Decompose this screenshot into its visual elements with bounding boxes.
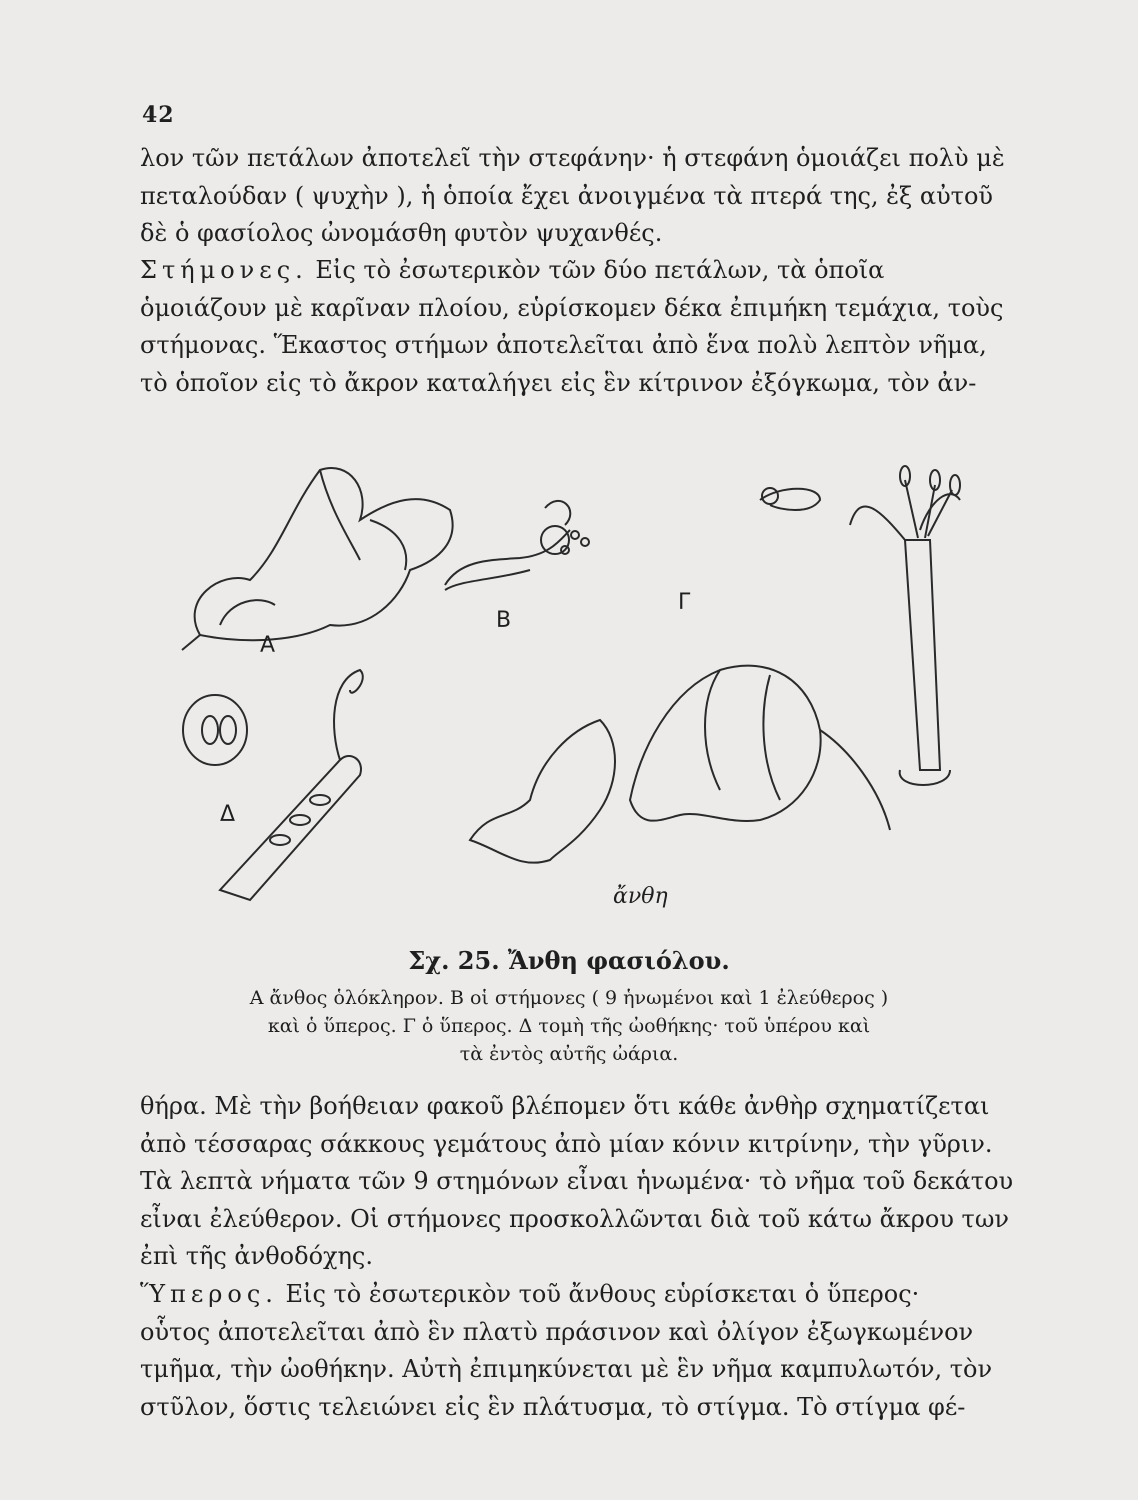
text-line: Τὰ λεπτὰ νήματα τῶν 9 στημόνων εἶναι ἡνωμένα· τὸ νῆμα τοῦ δεκάτου — [140, 1167, 1014, 1195]
paragraph-pistil — [140, 1276, 993, 1426]
ovary-section-d-drawing — [183, 670, 363, 900]
handwritten-note: ἄνθη — [613, 884, 668, 909]
text-line: οὗτος ἀποτελεῖται ἀπὸ ἓν πλατὺ πράσινον καὶ ὀλίγον ἐξωγκωμένον — [140, 1317, 974, 1346]
figure-label-d: Δ — [220, 802, 236, 827]
figure-caption-title: Σχ. 25. Ἄνθη φασιόλου. — [408, 946, 730, 975]
pistil-g-drawing — [760, 488, 820, 510]
text-line: δὲ ὁ φασίολος ὠνομάσθη φυτὸν ψυχανθές. — [140, 219, 663, 247]
text-line: λον τῶν πετάλων ἀποτελεῖ τὴν στεφάνην· ἡ στεφάνη ὁμοιάζει πολὺ μὲ — [140, 144, 1005, 172]
page-number: 42 — [142, 102, 175, 128]
bean-flower-illustration — [160, 430, 990, 940]
text-line: εἶναι ἐλεύθερον. Οἱ στήμονες προσκολλῶνται διὰ τοῦ κάτω ἄκρου των — [140, 1204, 1009, 1233]
figure-label-b: Β — [496, 608, 512, 633]
paragraph-top — [140, 140, 1005, 253]
text-line: ἀπὸ τέσσαρας σάκκους γεμάτους ἀπὸ μίαν κόνιν κιτρίνην, τὴν γῦριν. — [140, 1129, 993, 1158]
text-line: πεταλούδαν ( ψυχὴν ), ἡ ὁποία ἔχει ἀνοιγμένα τὰ πτερά της, ἐξ αὐτοῦ — [140, 181, 993, 210]
paragraph-anther — [140, 1088, 1014, 1276]
text-line: στήμονας. Ἕκαστος στήμων ἀποτελεῖται ἀπὸ ἕνα πολὺ λεπτὸν νῆμα, — [140, 331, 987, 359]
figure-caption-line: Α ἄνθος ὁλόκληρον. Β οἱ στήμονες ( 9 ἡνωμένοι καὶ 1 ἐλεύθερος ) — [249, 987, 889, 1009]
illustration-drawing — [160, 430, 990, 940]
figure-label-g: Γ — [678, 590, 691, 615]
paragraph-stamens — [140, 252, 1004, 402]
section-heading-pistil: Ὕπερος. — [140, 1280, 278, 1308]
text-span: Εἰς τὸ ἐσωτερικὸν τοῦ ἄνθους εὑρίσκεται ὁ ὕπερος· — [277, 1280, 920, 1308]
text-line: τμῆμα, τὴν ὠοθήκην. Αὐτὴ ἐπιμηκύνεται μὲ ἓν νῆμα καμπυλωτόν, τὸν — [140, 1355, 993, 1383]
text-line: ἐπὶ τῆς ἀνθοδόχης. — [140, 1242, 374, 1270]
text-line: ὁμοιάζουν μὲ καρῖναν πλοίου, εὑρίσκομεν δέκα ἐπιμήκη τεμάχια, τοὺς — [140, 293, 1004, 322]
figure-caption-line: καὶ ὁ ὕπερος. Γ ὁ ὕπερος. Δ τομὴ τῆς ὠοθήκης· τοῦ ὑπέρου καὶ — [267, 1015, 871, 1037]
text-line: τὸ ὁποῖον εἰς τὸ ἄκρον καταλήγει εἰς ἓν κίτρινον ἐξόγκωμα, τὸν ἀν- — [140, 368, 977, 397]
stamens-b-drawing — [445, 501, 589, 590]
flowers-drawing — [470, 666, 890, 863]
text-line: στῦλον, ὅστις τελειώνει εἰς ἓν πλάτυσμα, τὸ στίγμα. Τὸ στίγμα φέ- — [140, 1392, 966, 1421]
figure-caption-line: τὰ ἐντὸς αὐτῆς ὠάρια. — [459, 1043, 679, 1065]
section-heading-stamens: Στήμονες. — [140, 256, 308, 284]
text-span: Εἰς τὸ ἐσωτερικὸν τῶν δύο πετάλων, τὰ ὁποῖα — [307, 256, 885, 284]
text-line — [140, 252, 990, 290]
figure-label-a: Α — [260, 633, 276, 658]
text-line: θήρα. Μὲ τὴν βοήθειαν φακοῦ βλέπομεν ὅτι κάθε ἀνθὴρ σχηματίζεται — [140, 1092, 990, 1120]
text-line — [140, 1276, 990, 1314]
stamen-column-drawing — [850, 466, 960, 785]
flower-a-drawing — [182, 468, 453, 650]
